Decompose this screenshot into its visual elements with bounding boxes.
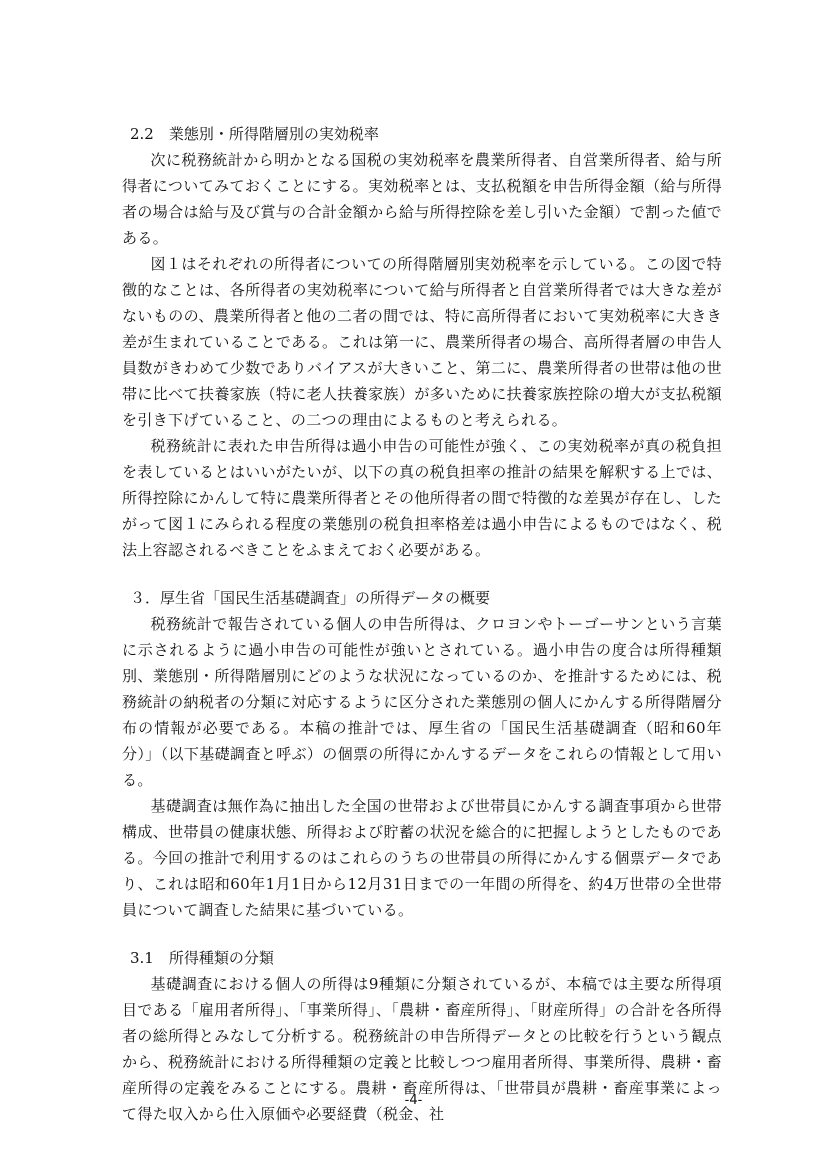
paragraph: 税務統計に表れた申告所得は過小申告の可能性が強く、この実効税率が真の税負担を表しているとはいいがたいが、以下の真の税負担率の推計の結果を解釈する上では、所得控除にかんして特に農業所得者とその他所得者の間で特徴的な差異が存在し、したがって図１にみられる程度の業態別の税負担率格差は過小申告によるものではなく、税法上容認されるべきことをふまえておく必要がある。	[122, 437, 722, 559]
paragraph: 税務統計で報告されている個人の申告所得は、クロヨンやトーゴーサンという言葉に示されるように過小申告の可能性が強いとされている。過小申告の度合は所得種類別、業態別・所得階層別にどのような状況になっているのか、を推計するためには、税務統計の納税者の分類に対応するように区分された業態別の個人にかんする所得階層分布の情報が必要である。本稿の推計では、厚生省の「国民生活基礎調査（昭和60年分）」（以下基礎調査と呼ぶ）の個票の所得にかんするデータをこれらの情報として用いる。	[122, 615, 722, 789]
section-3	[122, 585, 722, 923]
section-2-2	[122, 121, 722, 563]
section-heading: 2.2 業態別・所得階層別の実効税率	[130, 125, 379, 143]
paragraph: 基礎調査は無作為に抽出した全国の世帯および世帯員にかんする調査事項から世帯構成、世帯員の健康状態、所得および貯蓄の状況を総合的に把握しようとしたものである。今回の推計で利用するのはこれらのうちの世帯員の所得にかんする個票データであり、これは昭和60年1月1日から12月31日までの一年間の所得を、約4万世帯の全世帯員について調査した結果に基づいている。	[122, 797, 722, 919]
paragraph: 図１はそれぞれの所得者についての所得階層別実効税率を示している。この図で特徴的なことは、各所得者の実効税率について給与所得者と自営業所得者では大きな差がないものの、農業所得者と他の二者の間では、特に高所得者において実効税率に大きき差が生まれていることである。これは第一に、農業所得者の場合、高所得者層の申告人員数がきわめて少数でありバイアスが大きいこと、第二に、農業所得者の世帯は他の世帯に比べて扶養家族（特に老人扶養家族）が多いために扶養家族控除の増大が支払税額を引き下げていること、の二つの理由によるものと考えられる。	[122, 255, 722, 429]
paragraph: 基礎調査における個人の所得は9種類に分類されているが、本稿では主要な所得項目である「雇用者所得」、「事業所得」、「農耕・畜産所得」、「財産所得」の合計を各所得者の総所得とみなして分析する。税務統計の申告所得データとの比較を行うという観点から、税務統計における所得種類の定義と比較しつつ雇用者所得、事業所得、農耕・畜産所得の定義をみることにする。農耕・畜産所得は、「世帯員が農耕・畜産事業によって得た収入から仕入原価や必要経費（税金、社	[122, 975, 722, 1123]
page-number: -4-	[404, 1093, 423, 1108]
section-heading: 3.1 所得種類の分類	[130, 949, 274, 967]
document-body	[122, 121, 722, 1149]
paragraph: 次に税務統計から明かとなる国税の実効税率を農業所得者、自営業所得者、給与所得者についてみておくことにする。実効税率とは、支払税額を申告所得金額（給与所得者の場合は給与及び賞与の合計金額から給与所得控除を差し引いた金額）で割った値である。	[122, 151, 722, 247]
section-heading: ３．厚生省「国民生活基礎調査」の所得データの概要	[130, 589, 491, 607]
